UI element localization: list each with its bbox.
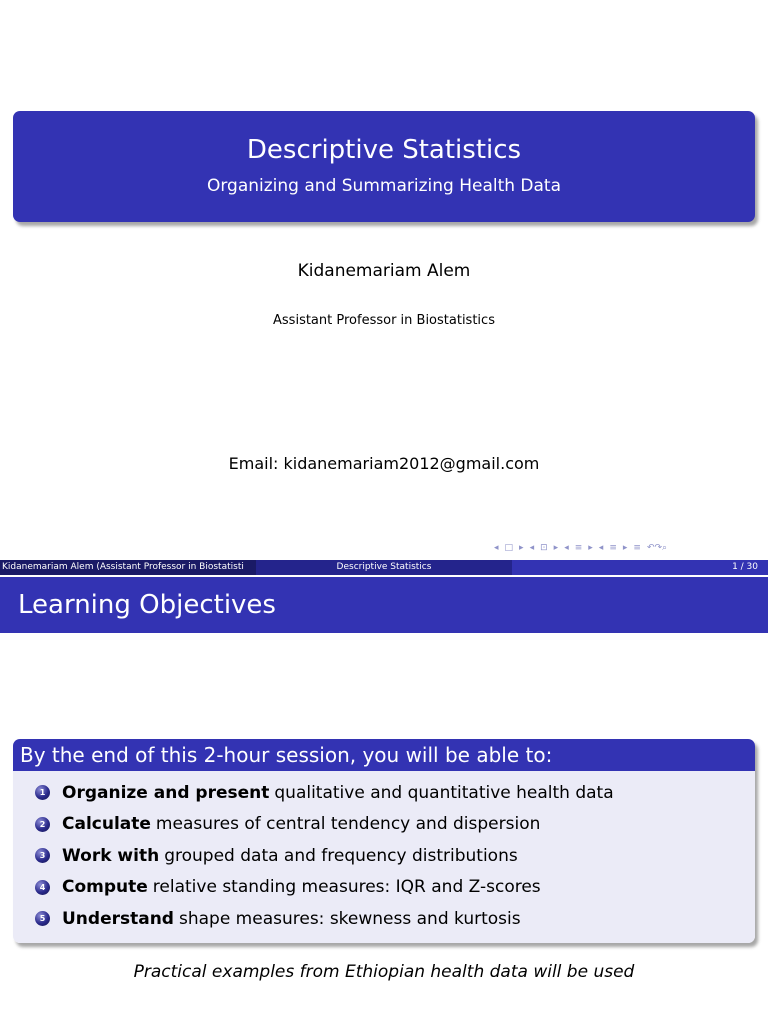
author-email: Email: kidanemariam2012@gmail.com xyxy=(228,454,540,473)
objective-item xyxy=(13,872,755,904)
objective-text: grouped data and frequency distributions xyxy=(164,845,518,866)
author-institute: Assistant Professor in Biostatistics xyxy=(273,313,495,328)
enumerate-ball-icon: 3 xyxy=(35,848,50,863)
presentation-title: Descriptive Statistics xyxy=(246,135,522,165)
objectives-block xyxy=(13,739,755,943)
block-title: By the end of this 2-hour session, you will be able to: xyxy=(13,739,755,771)
footer-author: Kidanemariam Alem (Assistant Professor in Biostatisti xyxy=(0,560,256,575)
objective-text: shape measures: skewness and kurtosis xyxy=(178,908,521,929)
author-name: Kidanemariam Alem xyxy=(297,261,471,281)
frame-prev-icon[interactable]: ◂ xyxy=(494,543,499,553)
block-body xyxy=(13,771,755,943)
subsection-icon[interactable]: ⊡ xyxy=(540,543,548,553)
practical-note: Practical examples from Ethiopian health data will be used xyxy=(133,962,635,982)
objective-keyword: Organize and present xyxy=(62,782,270,803)
align-icon[interactable]: ≡ xyxy=(633,543,641,553)
document-prev-icon[interactable]: ◂ xyxy=(598,543,604,553)
section-prev-icon[interactable]: ◂ xyxy=(564,543,569,553)
footer-title: Descriptive Statistics xyxy=(256,560,512,575)
objective-keyword: Work with xyxy=(62,845,160,866)
beamer-navigation-bar xyxy=(494,541,764,555)
enumerate-ball-icon: 1 xyxy=(35,785,50,800)
frame-icon[interactable]: □ xyxy=(504,543,514,553)
enumerate-ball-icon: 2 xyxy=(35,817,50,832)
objective-text: relative standing measures: IQR and Z-scores xyxy=(152,877,541,898)
objective-text: qualitative and quantitative health data xyxy=(274,782,614,803)
section-icon[interactable]: ≡ xyxy=(574,543,583,553)
objective-keyword: Compute xyxy=(62,877,148,898)
frame-next-icon[interactable]: ▸ xyxy=(519,543,524,553)
enumerate-ball-icon: 4 xyxy=(35,880,50,895)
title-block xyxy=(13,111,755,222)
objective-item xyxy=(13,777,755,809)
section-next-icon[interactable]: ▸ xyxy=(588,543,593,553)
footer-page-number: 1 / 30 xyxy=(512,560,768,575)
objective-text: measures of central tendency and dispersion xyxy=(155,814,541,835)
enumerate-ball-icon: 5 xyxy=(35,911,50,926)
objective-item xyxy=(13,903,755,935)
objective-item xyxy=(13,840,755,872)
document-next-icon[interactable]: ▸ xyxy=(622,543,628,553)
objective-item xyxy=(13,809,755,841)
document-icon[interactable]: ≡ xyxy=(609,543,617,553)
objective-keyword: Calculate xyxy=(62,814,151,835)
objective-keyword: Understand xyxy=(62,908,174,929)
frame-title: Learning Objectives xyxy=(0,577,768,633)
subsection-next-icon[interactable]: ▸ xyxy=(553,543,559,553)
slide-footer xyxy=(0,560,768,575)
presentation-subtitle: Organizing and Summarizing Health Data xyxy=(206,176,562,196)
subsection-prev-icon[interactable]: ◂ xyxy=(529,543,535,553)
search-back-forward-icon[interactable]: ↶↷⌕ xyxy=(646,543,668,553)
